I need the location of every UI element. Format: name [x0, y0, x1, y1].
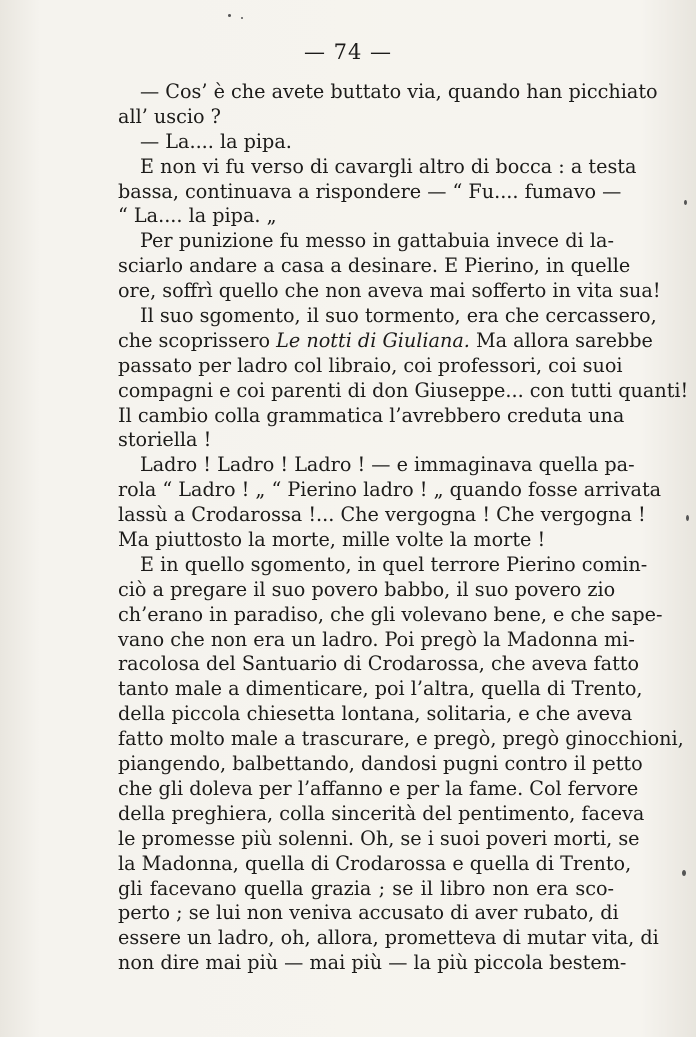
- text-line: della piccola chiesetta lontana, solitaria, e che aveva: [118, 702, 633, 726]
- text-line: “ La.... la pipa. „: [118, 204, 277, 228]
- text-line-part: Ma allora sarebbe: [469, 328, 653, 352]
- text-line: Il cambio colla grammatica l’avrebbero creduta una: [118, 403, 625, 427]
- scan-speck: [241, 17, 243, 19]
- text-line: [118, 328, 653, 354]
- text-line: non dire mai più — mai più — la più piccola bestem-: [118, 951, 627, 975]
- text-line: essere un ladro, oh, allora, prometteva di mutar vita, di: [118, 926, 659, 950]
- text-line: bassa, continuava a rispondere — “ Fu.... fumavo —: [118, 179, 622, 203]
- text-line: Ladro ! Ladro ! Ladro ! — e immaginava quella pa-: [140, 453, 635, 477]
- text-line: Per punizione fu messo in gattabuia invece di la-: [140, 229, 614, 253]
- text-line-part: che scoprissero: [118, 328, 277, 352]
- text-line: gli facevano quella grazia ; se il libro non era sco-: [118, 876, 614, 900]
- text-line: sciarlo andare a casa a desinare. E Pierino, in quelle: [118, 254, 631, 278]
- scan-speck: [228, 14, 231, 17]
- body-text: [118, 80, 689, 976]
- text-line: E non vi fu verso di cavargli altro di bocca : a testa: [140, 154, 637, 178]
- text-line: tanto male a dimenticare, poi l’altra, quella di Trento,: [118, 677, 643, 701]
- text-line: piangendo, balbettando, dandosi pugni contro il petto: [118, 752, 643, 776]
- text-line: E in quello sgomento, in quel terrore Pierino comin-: [140, 552, 648, 576]
- text-line: fatto molto male a trascurare, e pregò, pregò ginocchioni,: [118, 727, 684, 751]
- text-line: ch’erano in paradiso, che gli volevano bene, e che sape-: [118, 602, 663, 626]
- book-title-italic: Le notti di Giuliana.: [276, 328, 470, 352]
- text-line: Il suo sgomento, il suo tormento, era che cercassero,: [140, 304, 657, 328]
- text-line: lassù a Crodarossa !... Che vergogna ! Che vergogna !: [118, 503, 646, 527]
- text-line: — Cos’ è che avete buttato via, quando han picchiato: [140, 80, 658, 103]
- text-line: le promesse più solenni. Oh, se i suoi poveri morti, se: [118, 826, 640, 850]
- text-line: passato per ladro col libraio, coi professori, coi suoi: [118, 353, 623, 377]
- text-line: — La.... la pipa.: [140, 129, 292, 153]
- text-line: vano che non era un ladro. Poi pregò la Madonna mi-: [118, 627, 635, 651]
- text-line: della preghiera, colla sincerità del pentimento, faceva: [118, 801, 645, 825]
- text-line: perto ; se lui non veniva accusato di aver rubato, di: [118, 901, 619, 925]
- scan-speck: [686, 515, 689, 521]
- scan-speck: [684, 200, 687, 205]
- scan-speck: [682, 870, 686, 876]
- text-line: ore, soffrì quello che non aveva mai sofferto in vita sua!: [118, 279, 661, 303]
- text-line: ciò a pregare il suo povero babbo, il suo povero zio: [118, 577, 616, 601]
- text-line: che gli doleva per l’affanno e per la fame. Col fervore: [118, 776, 639, 800]
- text-line: la Madonna, quella di Crodarossa e quella di Trento,: [118, 851, 632, 875]
- text-line: Ma piuttosto la morte, mille volte la morte !: [118, 528, 546, 552]
- page-number: — 74 —: [303, 40, 393, 64]
- text-line: storiella !: [118, 428, 212, 452]
- text-line: compagni e coi parenti di don Giuseppe... con tutti quanti!: [118, 378, 689, 402]
- text-line: rola “ Ladro ! „ “ Pierino ladro ! „ quando fosse arrivata: [118, 478, 662, 502]
- text-line: racolosa del Santuario di Crodarossa, che aveva fatto: [118, 652, 640, 676]
- text-line: all’ uscio ?: [118, 104, 221, 128]
